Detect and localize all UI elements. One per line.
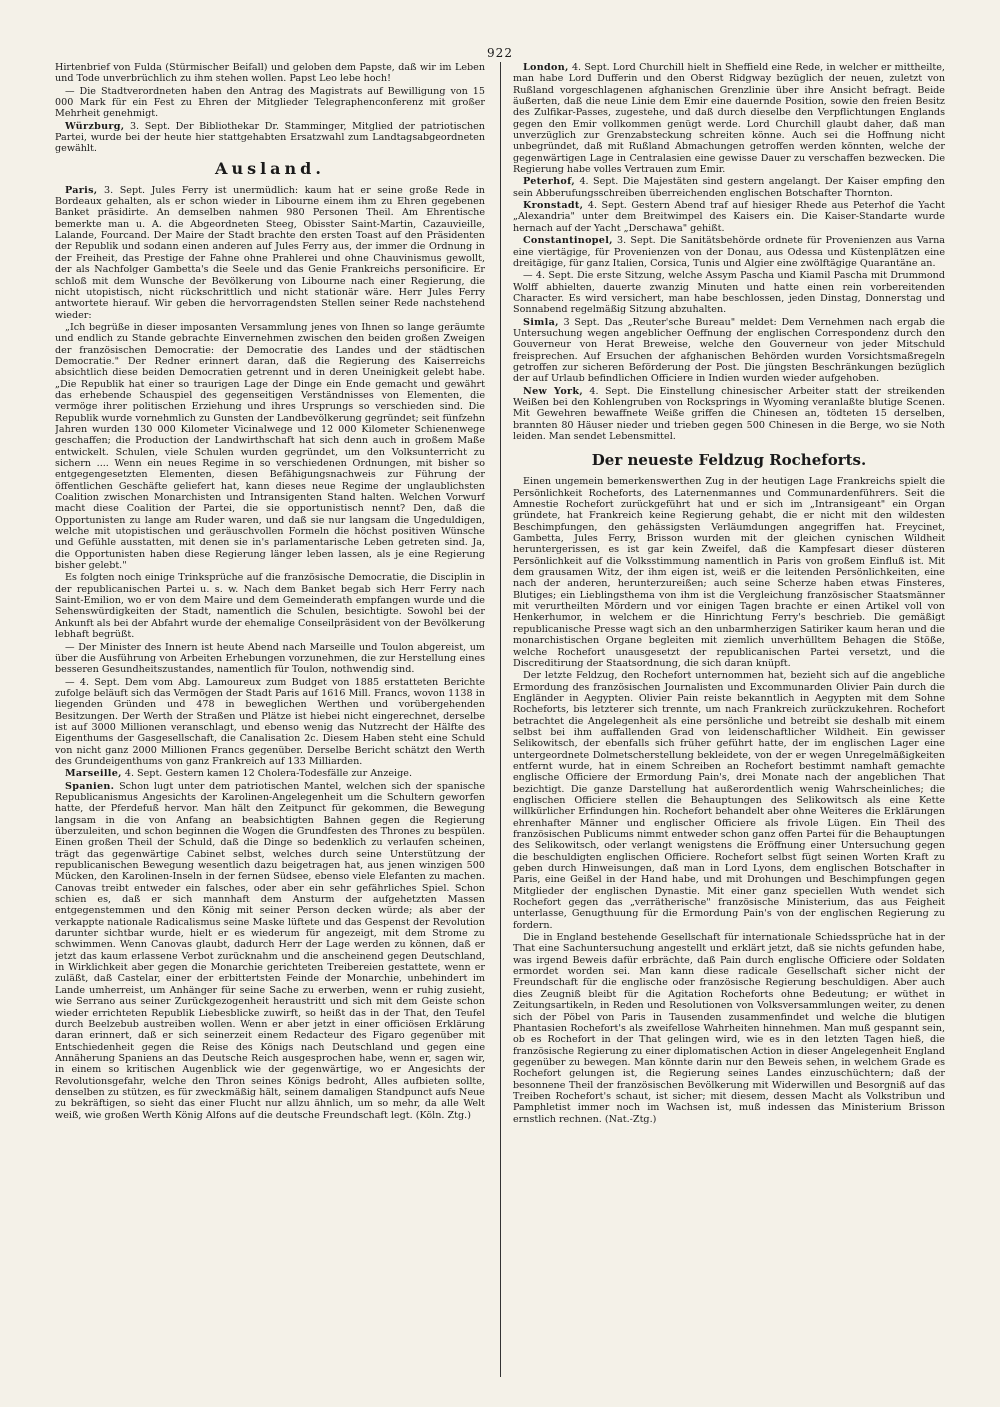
dateline-peterhof: Peterhof,	[523, 176, 575, 188]
dispatch-simla-text: 3 Sept. Das „Reuter'sche Bureau" meldet: Dem Vernehmen nach ergab die Untersuchung wegen angeblicher Oeffnung der englischen Correspondenz durch den Gouverneur von Herat Breweise, welche den Gouverneur von jeder Mitschuld freisprechen. Auf Ersuchen der afghanischen Behörden wurden Vorsichtsmaßregeln getroffen zur sicheren Beförderung der Post. Die jüngsten Beschränkungen bezüglich der auf Urlaub befindlichen Officiere in Indien wurden wieder aufgehoben.	[513, 316, 945, 385]
dispatch-paris-text: 3. Sept. Jules Ferry ist unermüdlich: kaum hat er seine große Rede in Bordeaux gehalten, als er schon wieder in Libourne einem ihm zu Ehren gegebenen Banket präsidirte. An demselben nahmen 980 Personen Theil. Am Ehrentische bemerkte man u. A. die Abgeordneten Steeg, Obisster Saint-Martin, Cazauvieille, Lalande, Fourcand. Der Maire der Stadt brachte den ersten Toast auf den Präsidenten der Republik und sodann einen anderen auf Jules Ferry aus, der immer die Ordnung in der Freiheit, das Prestige der Fahne ohne Prahlerei und ohne Chauvinismus gewollt, der als Nachfolger Gambetta's die Seele und das Genie Frankreichs personificire. Er schloß mit dem Wunsche der Bevölkerung von Libourne nach einer Regierung, die nicht utopistisch, nicht rückschrittlich und nicht stationär wäre. Herr Jules Ferry antwortete hierauf. Wir geben die hervorragendsten Stellen seiner Rede nachstehend wieder:	[55, 184, 485, 321]
article-paragraph-1: Einen ungemein bemerkenswerthen Zug in der heutigen Lage Frankreichs spielt die Persönlichkeit Rocheforts, des Laternenmannes und Communardenführers. Seit die Amnestie Rochefort zurückgeführt hat und er sich im „Intransigeant" ein Organ gründete, hat Frankreich keine Regierung gehabt, die er nicht mit den wildesten Beschimpfungen, den gehässigsten Verläumdungen angegriffen hat. Freycinet, Gambetta, Jules Ferry, Brisson wurden mit der gleichen cynischen Wildheit heruntergerissen, es ist gar kein Zweifel, daß die Kampfesart dieser düsteren Persönlichkeit auf die Volksstimmung namentlich in Paris von großem Einfluß ist. Mit dem grausamen Witz, der ihm eigen ist, weiß er die leitenden Persönlichkeiten, eine nach der anderen, herunterzureißen; auch seine Scherze haben etwas Finsteres, Blutiges; ein Lieblingsthema von ihm ist die Vergleichung französischer Staatsmänner mit verurtheilten Mördern und vor einigen Tagen brachte er einen Artikel voll von Henkerhumor, in welchem er die Hinrichtung Ferry's beschrieb. Die gemäßigt republicanische Presse wagt sich an den unbarmherzigen Satiriker kaum heran und die monarchistischen Organe begleiten mit ziemlich unverhülltem Behagen die Stöße, welche Rochefort unausgesetzt der republicanischen Partei versetzt, und die Discreditirung der Staatsordnung, die sich daran knüpft.	[513, 476, 945, 669]
paragraph-sitzung: — 4. Sept. Die erste Sitzung, welche Assym Pascha und Kiamil Pascha mit Drummond Wolff abhielten, dauerte zwanzig Minuten und hatte einen rein vorbereitenden Character. Es wird versichert, man habe beschlossen, jeden Dinstag, Donnerstag und Sonnabend regelmäßig Sitzung abzuhalten.	[513, 270, 945, 316]
dispatch-peterhof	[513, 176, 945, 199]
dispatch-konstantinopel-text: 3. Sept. Die Sanitätsbehörde ordnete für Provenienzen aus Varna eine viertägige, für Provenienzen von der Donau, aus Odessa und Küstenplätzen eine dreitägige, für ganz Italien, Corsica, Tunis und Algier eine zwölftägige Quarantäne an.	[513, 235, 945, 269]
dispatch-kronstadt-text: 4. Sept. Gestern Abend traf auf hiesiger Rhede aus Peterhof die Yacht „Alexandria" unter dem Breitwimpel des Kaisers ein. Die Kaiser-Standarte wurde hernach auf der Yacht „Derschawa" gehißt.	[513, 200, 945, 234]
article-heading-rochefort: Der neueste Feldzug Rocheforts.	[591, 451, 867, 470]
dateline-wuerzburg: Würzburg,	[65, 120, 125, 132]
section-heading-ausland: Ausland.	[215, 158, 325, 178]
dateline-newyork: New York,	[523, 385, 583, 397]
paragraph-budget: — 4. Sept. Dem vom Abg. Lamoureux zum Budget von 1885 erstatteten Berichte zufolge beläuft sich das Vermögen der Stadt Paris auf 1616 Mill. Francs, wovon 1138 in liegenden Gründen und 478 in beweglichen Werthen und vorübergehenden Besitzungen. Der Werth der Straßen und Plätze ist hiebei nicht eingerechnet, derselbe ist auf 3000 Millionen veranschlagt, und ebenso wenig das Nutzrecht der Hälfte des Eigenthums der Gasgesellschaft, die Canalisation 2c. Diesem Haben steht eine Schuld von nicht ganz 2000 Millionen Francs gegenüber. Derselbe Bericht schätzt den Werth des Grundeigenthums von ganz Frankreich auf 133 Milliarden.	[55, 676, 485, 767]
dateline-london: London,	[523, 62, 569, 73]
dispatch-wuerzburg-text: 3. Sept. Der Bibliothekar Dr. Stamminger, Mitglied der patriotischen Partei, wurde bei der heute hier stattgehabten Ersatzwahl zum Landtagsabgeordneten gewählt.	[55, 120, 485, 155]
paragraph-toasts: Es folgten noch einige Trinksprüche auf die französische Democratie, die Disciplin in der republicanischen Partei u. s. w. Nach dem Banket begab sich Herr Ferry nach Saint-Emilion, wo er von dem Maire und dem Gemeinderath empfangen wurde und die Sehenswürdigkeiten der Stadt, namentlich die Schulen, besichtigte. Sowohl bei der Ankunft als bei der Abfahrt wurde der ehemalige Conseilpräsident von der Bevölkerung lebhaft begrüßt.	[55, 572, 485, 641]
dispatch-marseille-text: 4. Sept. Gestern kamen 12 Cholera-Todesfälle zur Anzeige.	[124, 768, 412, 780]
article-paragraph-3: Die in England bestehende Gesellschaft für internationale Schiedssprüche hat in der That eine Sachuntersuchung angestellt und erklärt jetzt, daß sie nichts gefunden habe, was irgend Beweis dafür erbrächte, daß Pain durch englische Officiere oder Soldaten ermordet worden sei. Man kann diese radicale Gesellschaft sicher nicht der Freundschaft für die englische oder französische Regierung beschuldigen. Aber auch dies Zeugniß bleibt für die Agitation Rocheforts ohne Bedeutung; er wüthet in Zeitungsartikeln, in Reden und Resolutionen von Volksversammlungen weiter, zu denen sich der Pöbel von Paris in Tausenden zusammenfindet und welche die blutigen Phantasien Rochefort's als zweifellose Wahrheiten hinnehmen. Man muß gespannt sein, ob es Rochefort in der That gelingen wird, wie es in den letzten Tagen hieß, die französische Regierung zu einer diplomatischen Action in dieser Angelegenheit England gegenüber zu bewegen. Man könnte darin nur den Beweis sehen, in welchem Grade es Rochefort gelungen ist, die Regierung seines Landes einzuschüchtern; daß der besonnene Theil der französischen Bevölkerung mit Widerwillen und Besorgniß auf das Treiben Rochefort's schaut, ist sicher; mit diesem, dessen Macht als Volkstribun und Pamphletist immer noch im Wachsen ist, muß indessen das Ministerium Brisson ernstlich rechnen. (Nat.-Ztg.)	[513, 932, 945, 1125]
paragraph-minister: — Der Minister des Innern ist heute Abend nach Marseille und Toulon abgereist, um über die Ausführung von Arbeiten Erhebungen vorzunehmen, die zur Herstellung eines besseren Gesundheitszustandes, namentlich für Toulon, nothwendig sind.	[55, 641, 485, 676]
paragraph-fulda: Hirtenbrief von Fulda (Stürmischer Beifall) und geloben dem Papste, daß wir im Leben und Tode unverbrüchlich zu ihm stehen wollen. Papst Leo lebe hoch!	[55, 62, 485, 85]
dispatch-wuerzburg	[55, 121, 485, 155]
dispatch-paris	[55, 185, 485, 321]
dispatch-newyork-text: 4. Sept. Die Einstellung chinesischer Arbeiter statt der streikenden Weißen bei den Kohlengruben von Rocksprings in Wyoming veranlaßte blutige Scenen. Mit Gewehren bewaffnete Weiße griffen die Chinesen an, tödteten 15 derselben, brannten 80 Häuser nieder und trieben gegen 500 Chinesen in die Berge, wo sie Noth leiden. Man sendet Lebensmittel.	[513, 385, 945, 442]
dispatch-london-text: 4. Sept. Lord Churchill hielt in Sheffield eine Rede, in welcher er mittheilte, man habe Lord Dufferin und den Oberst Ridgway bezüglich der neuen, zuletzt von Rußland vorgeschlagenen afghanischen Grenzlinie über ihre Ansicht befragt. Beide äußerten, daß die neue Linie dem Emir eine dauernde Position, sowie den freien Besitz des Zulfikar-Passes, zugestehe, und daß durch dieselbe den Verpflichtungen Englands gegen den Emir vollkommen genügt werde. Lord Churchill glaubt daher, daß man unverzüglich zur Grenzabsteckung schreiten könne. Auch sei die Hoffnung nicht unbegründet, daß mit Rußland Abmachungen getroffen werden könnten, welche der gegenwärtigen Lage in Centralasien eine gewisse Dauer zu verschaffen bezwecken. Die Regierung habe volles Vertrauen zum Emir.	[513, 62, 945, 176]
dispatch-london	[513, 62, 945, 175]
dispatch-marseille	[55, 768, 485, 779]
dateline-kronstadt: Kronstadt,	[523, 200, 584, 212]
right-column	[513, 62, 945, 1382]
dispatch-newyork	[513, 386, 945, 443]
dateline-marseille: Marseille,	[65, 768, 122, 780]
dispatch-kronstadt	[513, 200, 945, 234]
paragraph-stadtverordnete: — Die Stadtverordneten haben den Antrag des Magistrats auf Bewilligung von 15 000 Mark für ein Fest zu Ehren der Mitglieder Telegraphenconferenz mit großer Mehrheit genehmigt.	[55, 85, 485, 120]
dateline-spanien: Spanien.	[65, 780, 115, 792]
dateline-konstantinopel: Constantinopel,	[523, 235, 613, 247]
left-column	[55, 62, 485, 1382]
ferry-speech-quote: „Ich begrüße in dieser imposanten Versammlung jenes von Ihnen so lange geräumte und endlich zu Stande gebrachte Einvernehmen zwischen den beiden großen Zweigen der französischen Democratie: der Democratie des Landes und der städtischen Democratie." Der Redner erinnert daran, daß die Regierung des Kaiserreichs absichtlich diese beiden Democratien getrennt und in deren Uneinigkeit gelebt habe. „Die Republik hat einer so traurigen Lage der Dinge ein Ende gemacht und gewährt das erhebende Schauspiel des gegenseitigen Verständnisses von Elementen, die vermöge ihrer politischen Erziehung und ihres Ursprungs so verschieden sind. Die Republik wurde vornehmlich zu Gunsten der Landbevölkerung gegründet; seit fünfzehn Jahren wurden 130 000 Kilometer Vicinalwege und 12 000 Kilometer Schienenwege geschaffen; die Production der Landwirthschaft hat sich denn auch in großem Maße entwickelt. Schulen, viele Schulen wurden gegründet, um den Volksunterricht zu sichern .... Wenn ein neues Regime in so verschiedenen Ordnungen, mit bisher so entgegengesetzten Elementen, diesen Befähigungsnachweis zur Führung der öffentlichen Geschäfte geliefert hat, kann dieses neue Regime der unglaublichsten Coalition zwischen Monarchisten und Intransigenten Stand halten. Welchen Vorwurf macht diese Coalition der Partei, die sie opportunistisch nennt? Den, daß die Opportunisten zu lange am Ruder waren, und daß sie nur langsam die Ungeduldigen, welche mit utopistischen und geräuschvollen Formeln die höchst positiven Wünsche und Gefühle ausstatten, mit denen sie in's parlamentarische Leben getreten sind. Ja, die Opportunisten haben diese Regierung länger leben lassen, als je eine Regierung bisher gelebt."	[55, 321, 485, 572]
dateline-simla: Simla,	[523, 316, 559, 328]
dispatch-peterhof-text: 4. Sept. Die Majestäten sind gestern angelangt. Der Kaiser empfing den sein Abberufungsschreiben überreichenden englischen Botschafter Thornton.	[513, 176, 945, 199]
dispatch-simla	[513, 317, 945, 385]
article-paragraph-2: Der letzte Feldzug, den Rochefort unternommen hat, bezieht sich auf die angebliche Ermordung des französischen Journalisten und Excommunarden Olivier Pain durch die Engländer in Aegypten. Olivier Pain reiste bekanntlich in Aegypten mit dem Sohne Rocheforts, bis letzterer sich trennte, um nach Frankreich zurückzukehren. Rochefort betrachtet die Angelegenheit als eine persönliche und betreibt sie deshalb mit einem selbst bei ihm auffallenden Grad von leidenschaftlicher Wildheit. Ein gewisser Selikowitsch, der ebenfalls sich früher geführt hatte, der im englischen Lager eine untergeordnete Dolmetscherstellung bekleidete, von der er wegen Unregelmäßigkeiten entfernt wurde, hat in einem Schreiben an Rochefort bestimmt namhaft gemachte englische Officiere der Ermordung Pain's, drei Monate nach der angeblichen That bezichtigt. Die ganze Darstellung hat außerordentlich wenig Wahrscheinliches; die englischen Officiere stellen die Behauptungen des Selikowitsch als eine Kette willkürlicher Erfindungen hin. Rochefort behandelt aber ohne Weiteres die Erklärungen ehrenhafter Männer und englischer Officiere als frivole Lügen. Ein Theil des französischen Publicums nimmt entweder schon ganz offen Partei für die Behauptungen des Selikowitsch, oder verlangt wenigstens die Eröffnung einer Untersuchung gegen die beschuldigten englischen Officiere. Rochefort selbst fügt seinen Worten Kraft zu geben durch Hinweisungen, daß man in Lord Lyons, dem englischen Botschafter in Paris, eine Geißel in der Hand habe, und mit Drohungen und Beschimpfungen gegen Mitglieder der englischen Dynastie. Mit einer ganz speciellen Wuth wendet sich Rochefort gegen das „verrätherische" französische Ministerium, das aus Feigheit unterlasse, Genugthuung für die Ermordung Pain's von der englischen Regierung zu fordern.	[513, 670, 945, 931]
dateline-paris: Paris,	[65, 184, 98, 196]
dispatch-spanien-text: Schon lugt unter dem patriotischen Mantel, welchen sich der spanische Republicanismus Angesichts der Karolinen-Angelegenheit um die Schultern geworfen hatte, der Pferdefuß hervor. Man hält den Zeitpunct für gekommen, die Bewegung langsam in die von Anfang an beabsichtigten Bahnen gegen die Regierung überzuleiten, und schon beginnen die Wogen die Grundfesten des Thrones zu bespülen. Einen großen Theil der Schuld, daß die Dinge so bedenklich zu verlaufen scheinen, trägt das gegenwärtige Cabinet selbst, welches durch seine Unterstützung der republicanischen Bewegung wesentlich dazu beigetragen hat, aus jenen winzigen 500 Mücken, den Karolinen-Inseln in der fernen Südsee, ebenso viele Elefanten zu machen. Canovas treibt entweder ein falsches, oder aber ein sehr gefährliches Spiel. Schon schien es, daß er sich mannhaft dem Ansturm der aufgehetzten Massen entgegenstemmen und den König mit seiner Person decken würde; als aber der verkappte nationale Radicalismus seine Maske lüftete und das Gespenst der Revolution darunter sichtbar wurde, hielt er es wiederum für angezeigt, mit dem Strome zu schwimmen. Wenn Canovas glaubt, dadurch Herr der Lage werden zu können, daß er jetzt das kaum erlassene Verbot zurücknahm und die anscheinend gegen Deutschland, in Wirklichkeit aber gegen die Monarchie gerichteten Treibereien gestattete, wenn er zuläßt, daß Castelar, einer der erbittertsten Feinde der Monarchie, unbehindert im Lande umherreist, um Anhänger für seine Sache zu erwerben, wenn er ruhig zusieht, wie Serrano aus seiner Zurückgezogenheit heraustritt und sich mit dem Geiste schon wieder errichteten Republik Liebesblicke zuwirft, so heißt das in der That, den Teufel durch Beelzebub austreiben wollen. Wenn er aber jetzt in einer officiösen Erklärung daran erinnert, daß er sich seinerzeit einem Redacteur des Figaro gegenüber mit Entschiedenheit gegen die Reise des Königs nach Deutschland und gegen eine Annäherung Spaniens an das Deutsche Reich ausgesprochen habe, wenn er, sagen wir, in einem so kritischen Augenblick wie der gegenwärtige, wo er Angesichts der Revolutionsgefahr, welche den Thron seines Königs bedroht, Alles aufbieten sollte, denselben zu stützen, es für zweckmäßig hält, seinem damaligen Standpunct aufs Neue zu bekräftigen, so sieht das einer Flucht nur allzu ähnlich, um so mehr, da alle Welt weiß, wie großen Werth König Alfons auf die deutsche Freundschaft legt. (Köln. Ztg.)	[55, 780, 485, 1121]
page-number: 922	[487, 46, 513, 60]
dispatch-konstantinopel	[513, 235, 945, 269]
column-divider	[500, 62, 501, 1377]
dispatch-spanien	[55, 781, 485, 1121]
